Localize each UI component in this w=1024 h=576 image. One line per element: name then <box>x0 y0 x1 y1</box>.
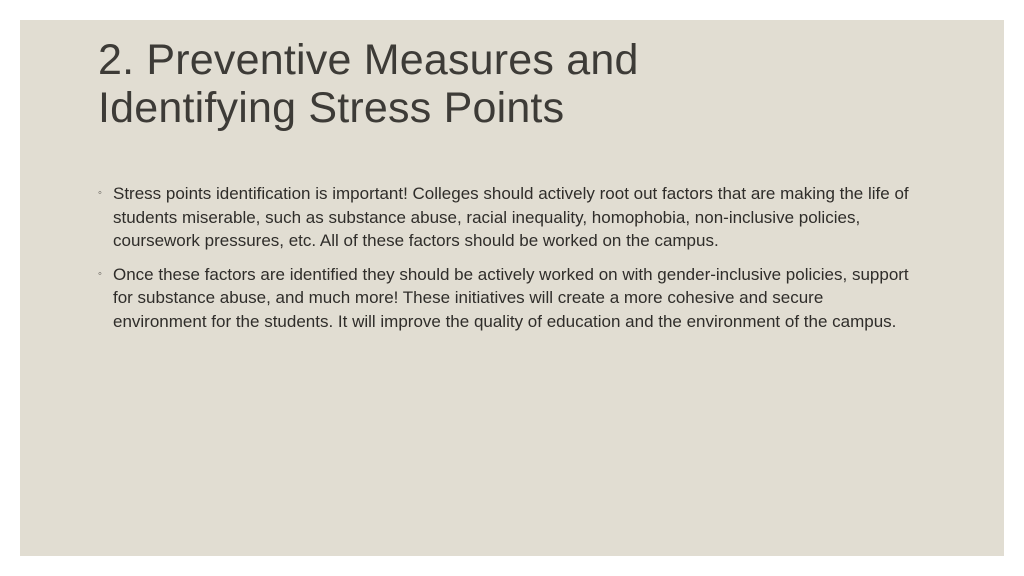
bullet-text: Once these factors are identified they should be actively worked on with gender-inclusive policies, support for substance abuse, and much more! These initiatives will create a more cohesive and secure environment for the students. It will improve the quality of education and the environment of the campus. <box>113 264 909 331</box>
title-line-1: 2. Preventive Measures and <box>98 36 639 84</box>
slide-title <box>98 36 958 132</box>
bullet-item <box>98 182 918 253</box>
bullet-marker-icon: ◦ <box>98 267 102 280</box>
bullet-marker-icon: ◦ <box>98 187 102 199</box>
bullet-list <box>98 182 918 343</box>
title-line-2: Identifying Stress Points <box>98 84 565 132</box>
bullet-item <box>98 263 918 334</box>
slide <box>20 20 1004 556</box>
bullet-text: Stress points identification is important! Colleges should actively root out factors that are making the life of students miserable, such as substance abuse, racial inequality, homophobia, non-inclusive policies, coursework pressures, etc. All of these factors should be worked on the campus. <box>113 184 909 250</box>
